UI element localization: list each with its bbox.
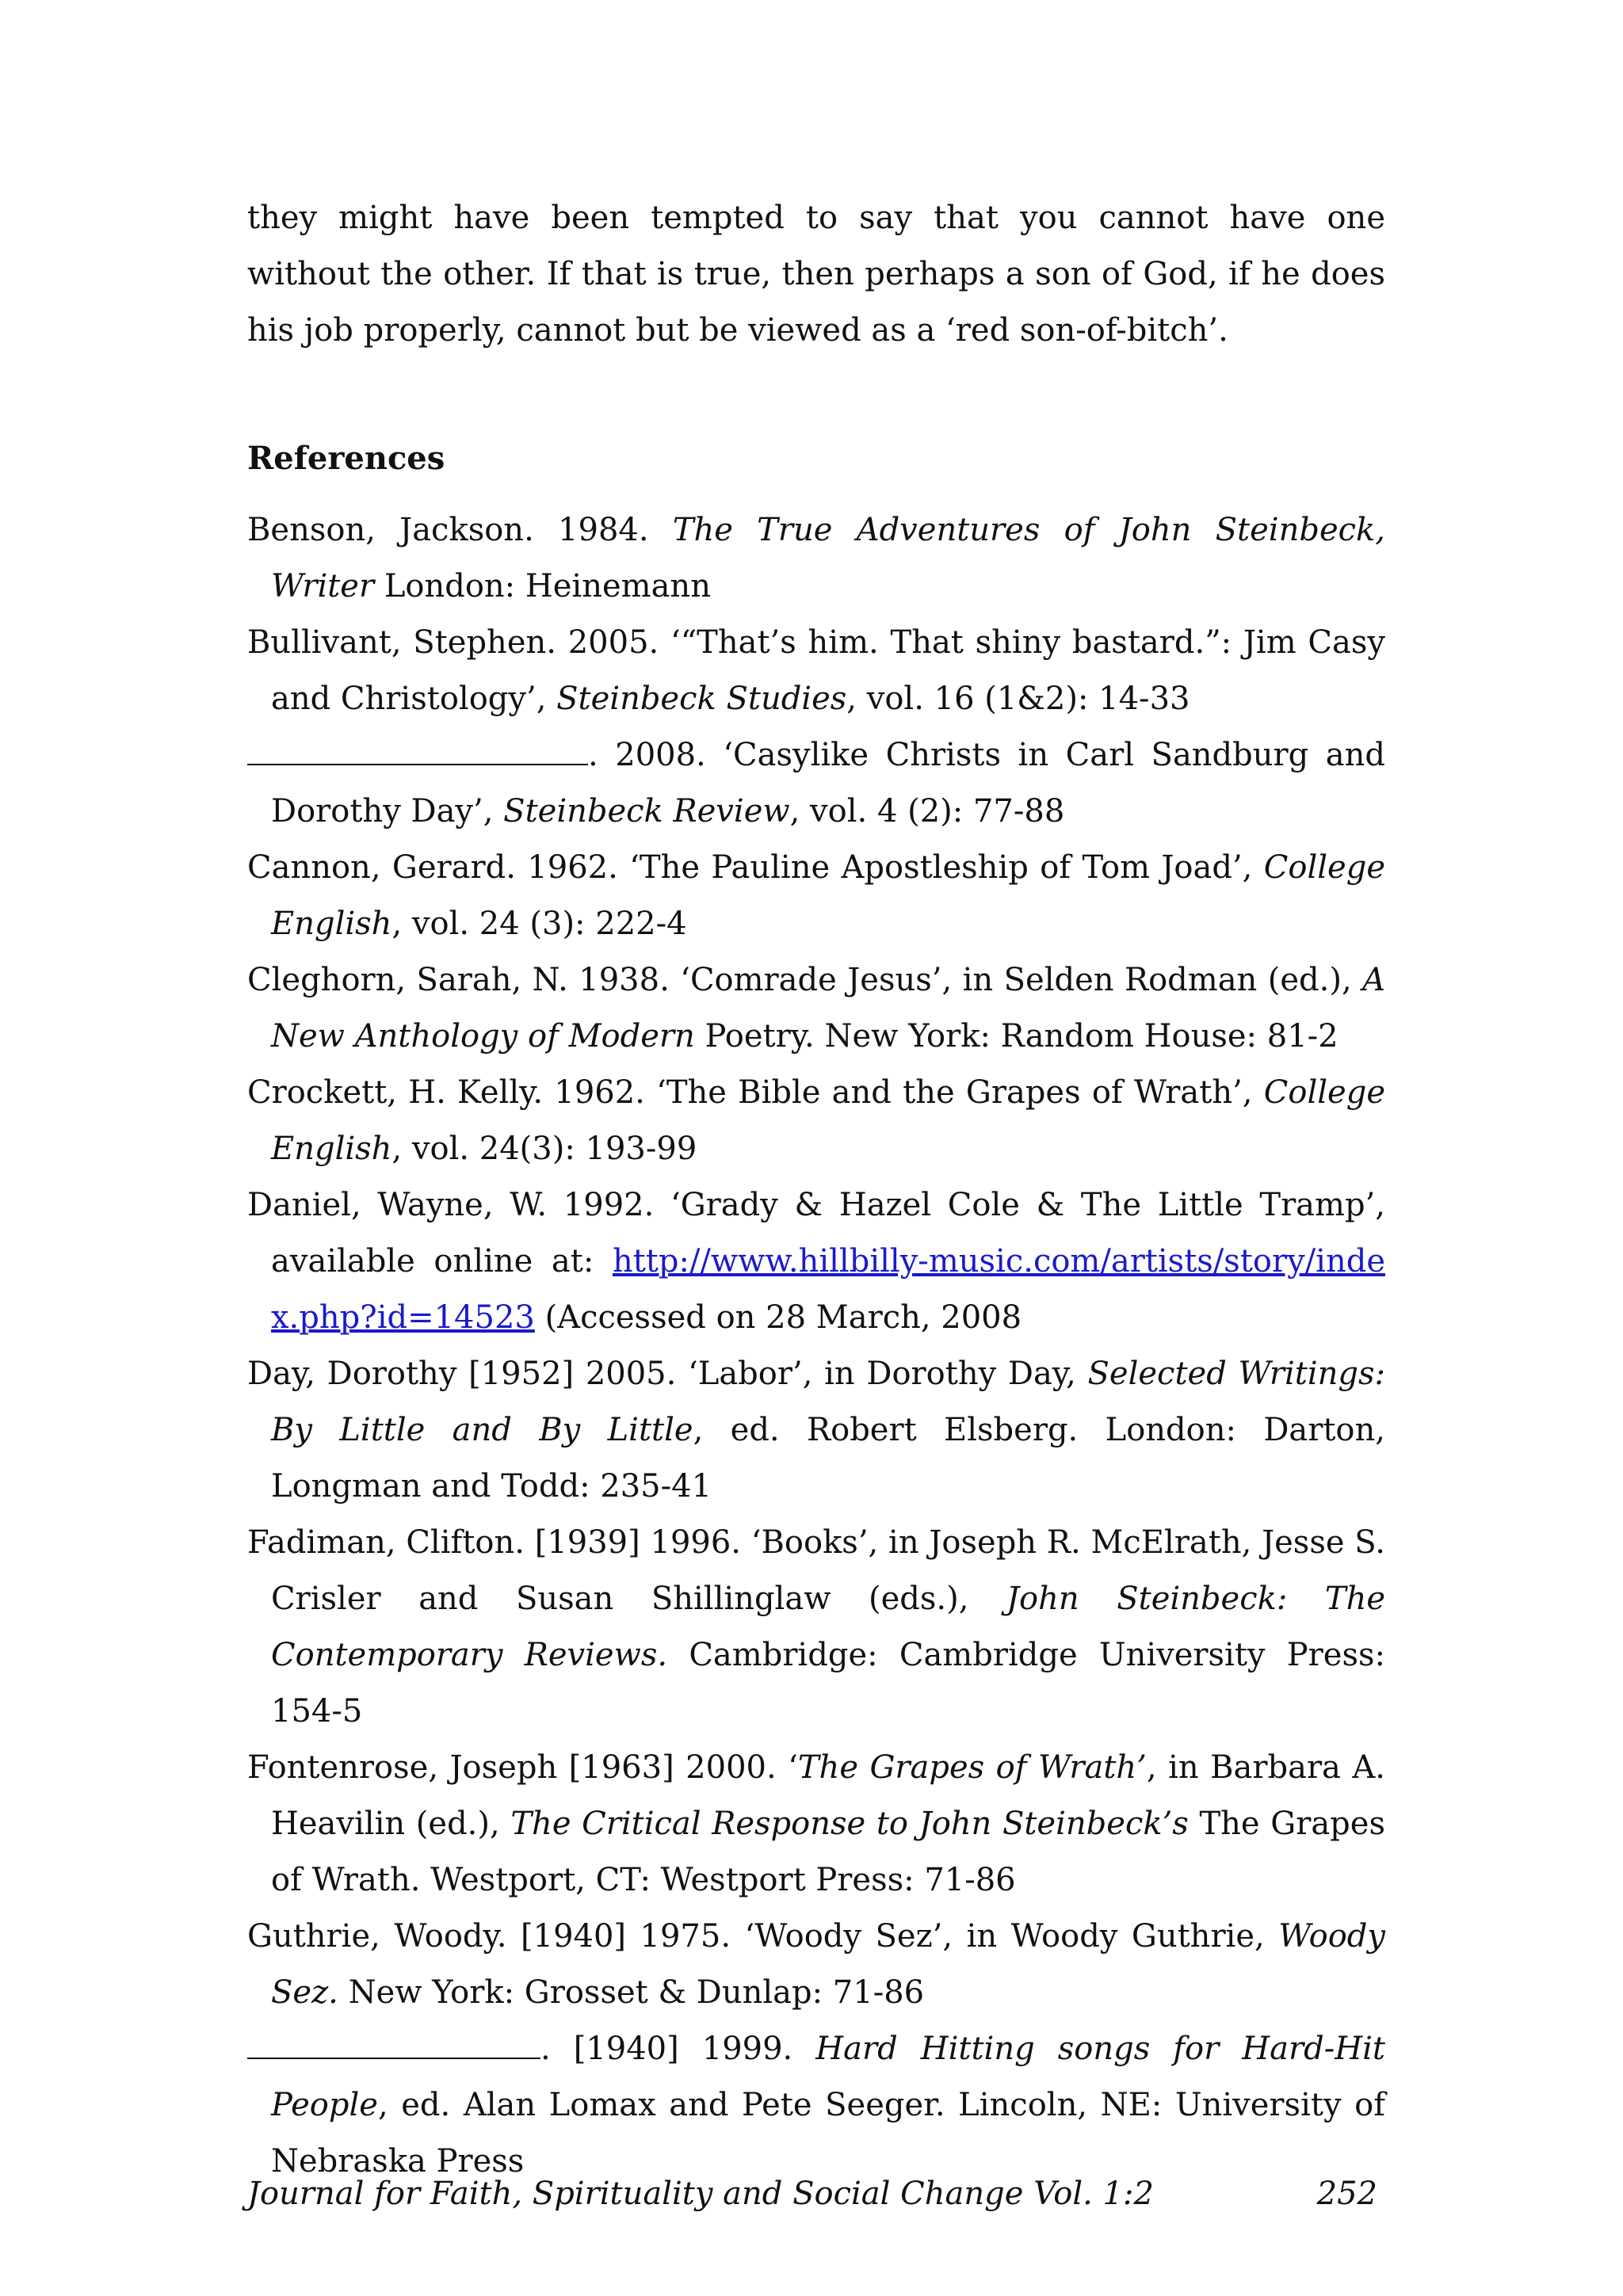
reference-guthrie-1975: Guthrie, Woody. [1940] 1975. ‘Woody Sez’, in Woody Guthrie, Woody Sez. New York: Grosset & Dunlap: 71-86	[247, 1918, 1385, 2011]
hillbilly-music-link[interactable]: http://www.hillbilly-music.com/artists/story/index.php?id=14523	[271, 1243, 1385, 1336]
reference-bullivant-2005: Bullivant, Stephen. 2005. ‘“That’s him. That shiny bastard.”: Jim Casy and Christology’, Steinbeck Studies, vol. 16 (1&2): 14-33	[247, 624, 1385, 717]
reference-crockett: Crockett, H. Kelly. 1962. ‘The Bible and the Grapes of Wrath’, College English, vol. 24(3): 193-99	[247, 1074, 1385, 1167]
page-number: 252	[1316, 2176, 1377, 2212]
reference-cleghorn: Cleghorn, Sarah, N. 1938. ‘Comrade Jesus’, in Selden Rodman (ed.), A New Anthology of Modern Poetry. New York: Random House: 81-2	[247, 962, 1385, 1055]
reference-day: Day, Dorothy [1952] 2005. ‘Labor’, in Dorothy Day, Selected Writings: By Little and By Little, ed. Robert Elsberg. London: Darton, Longman and Todd: 235-41	[247, 1356, 1385, 1505]
reference-bullivant-2008: . 2008. ‘Casylike Christs in Carl Sandburg and Dorothy Day’, Steinbeck Review, vol. 4 (2): 77-88	[247, 727, 1385, 840]
reference-fadiman: Fadiman, Clifton. [1939] 1996. ‘Books’, in Joseph R. McElrath, Jesse S. Crisler and Susan Shillinglaw (eds.), John Steinbeck: The Contemporary Reviews. Cambridge: Cambridge University Press: 154-5	[247, 1524, 1386, 1730]
reference-fontenrose: Fontenrose, Joseph [1963] 2000. ‘The Grapes of Wrath’, in Barbara A. Heavilin (ed.), The Critical Response to John Steinbeck’s The Grapes of Wrath. Westport, CT: Westport Press: 71-86	[247, 1749, 1385, 1898]
repeated-author-rule	[247, 737, 588, 765]
page-body	[247, 190, 1385, 2190]
reference-daniel: Daniel, Wayne, W. 1992. ‘Grady & Hazel Cole & The Little Tramp’, available online at: http://www.hillbilly-music.com/artists/story/index.php?id=14523 (Accessed on 28 March, 2008	[247, 1187, 1385, 1336]
page-footer	[247, 2176, 1385, 2212]
references-heading: References	[247, 440, 445, 477]
reference-guthrie-1999: . [1940] 1999. Hard Hitting songs for Hard-Hit People, ed. Alan Lomax and Pete Seeger. Lincoln, NE: University of Nebraska Press	[247, 2021, 1385, 2190]
intro-paragraph: they might have been tempted to say that you cannot have one without the other. If that is true, then perhaps a son of God, if he does his job properly, cannot but be viewed as a ‘red son-of-bitch’.	[247, 200, 1385, 349]
journal-title: Journal for Faith, Spirituality and Social Change Vol. 1:2	[247, 2176, 1154, 2212]
reference-cannon: Cannon, Gerard. 1962. ‘The Pauline Apostleship of Tom Joad’, College English, vol. 24 (3): 222-4	[247, 849, 1385, 942]
repeated-author-rule	[247, 2031, 540, 2059]
reference-benson: Benson, Jackson. 1984. The True Adventures of John Steinbeck, Writer London: Heinemann	[247, 512, 1385, 605]
references-list	[247, 502, 1385, 2190]
